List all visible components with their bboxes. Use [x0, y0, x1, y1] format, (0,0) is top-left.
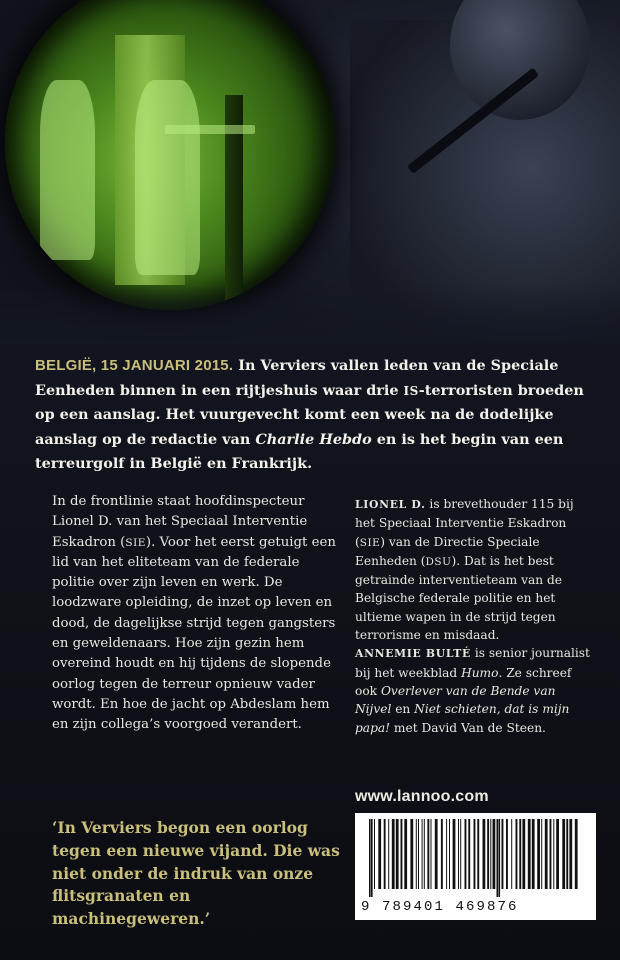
intro-paragraph — [35, 354, 595, 477]
intro-is: IS — [403, 383, 419, 398]
isbn-barcode — [355, 813, 596, 920]
summary-paragraph — [52, 492, 342, 736]
author-bios — [355, 495, 595, 737]
pull-quote: ‘In Verviers begon een oorlog tegen een nieuwe vijand. Die was niet onder de indruk van onze flitsgranaten en machinegeweren.’ — [52, 818, 340, 929]
barcode-bars — [367, 819, 584, 897]
bio-text: en — [391, 702, 415, 717]
author-bio-lionel — [355, 495, 595, 644]
intro-text: In Verviers vallen leden van de Speciale Eenheden binnen in een rijtjeshuis waar drie — [35, 357, 559, 399]
night-vision-scope-view — [5, 0, 335, 310]
intro-text: en is het begin van een terreurgolf in België en Frankrijk. — [35, 430, 564, 472]
bio-text: met David Van de Steen. — [390, 720, 546, 735]
bio-text: is brevethouder 115 bij het Speciaal Interventie Eskadron ( — [355, 497, 574, 549]
author-name: LIONEL D. — [355, 498, 426, 511]
intro-text: -terroristen broeden op een aanslag. Het vuurgevecht komt een week na de dodelijke aanslag op de redactie van — [35, 381, 584, 448]
isbn-number: 9 789401 469876 — [361, 899, 519, 915]
bio-text: ) van de Directie Speciale Eenheden ( — [355, 534, 540, 568]
publisher-url[interactable]: www.lannoo.com — [355, 788, 489, 805]
bio-book-title: Overlever van de Bende van Nijvel — [355, 683, 556, 717]
bio-text: . Ze schreef ook — [355, 665, 572, 698]
photo-fade — [0, 285, 620, 345]
bio-text: ). Dat is het best getrainde interventieteam van de Belgische federale politie en het ultieme wapen in de strijd tegen terrorisme en misdaad. — [355, 553, 562, 643]
bio-magazine: Humo — [461, 665, 499, 680]
summary-sie: SIE — [125, 536, 146, 549]
cover-photo — [0, 0, 620, 345]
intro-magazine: Charlie Hebdo — [255, 430, 372, 448]
author-name: ANNEMIE BULTÉ — [355, 647, 471, 661]
bio-sie: SIE — [359, 536, 381, 549]
summary-text: ). Voor het eerst getuigt een lid van het eliteteam van de federale politie over zijn leven en werk. De loodzware opleiding, de inzet op leven en dood, de dagelijkse strijd tegen gangsters en geweldenaars. Hoe zijn gezin hem overeind houdt en hij tijdens de slopende oorlog tegen de terreur opnieuw vader wordt. En hoe de jacht op Abdeslam hem en zijn collega’s voorgoed verandert. — [52, 534, 336, 733]
intro-lead: BELGIË, 15 JANUARI 2015. — [35, 357, 234, 374]
summary-text: In de frontlinie staat hoofdinspecteur Lionel D. van het Speciaal Interventie Eskadron ( — [52, 494, 308, 550]
bio-text: is senior journalist bij het weekblad — [355, 646, 590, 680]
night-vision-rifle — [165, 125, 255, 134]
bio-book-title: Niet schieten, dat is mijn papa! — [355, 702, 570, 735]
night-vision-soldier — [40, 80, 95, 260]
author-bio-annemie — [355, 644, 595, 736]
night-vision-soldier — [135, 80, 200, 275]
bio-dsu: DSU — [425, 555, 452, 568]
